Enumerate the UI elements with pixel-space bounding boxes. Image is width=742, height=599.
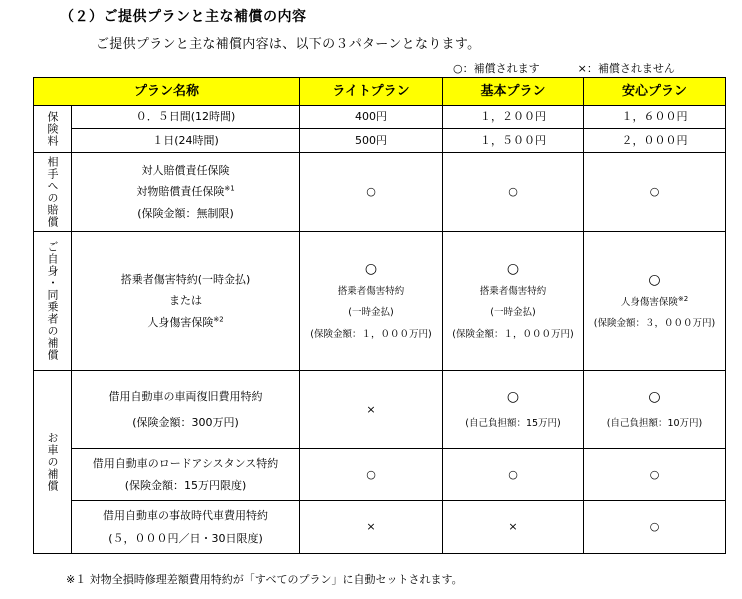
legend-covered: ○：補償されます: [453, 62, 540, 75]
road-assist-description: 借用自動車のロードアシスタンス特約 (保険金額：15万円限度): [72, 449, 300, 501]
road-assist-basic: ○: [443, 449, 584, 501]
premium-one-day-label: １日(24時間): [72, 129, 300, 153]
passenger-light: ○ 搭乗者傷害特約 (一時金払) (保険金額：１，０００万円): [300, 232, 443, 371]
premium-half-day-secure: １，６００円: [584, 106, 726, 129]
plan-comparison-table: [33, 77, 726, 554]
group-third-party: 相手への賠償: [34, 153, 72, 232]
road-assist-light: ○: [300, 449, 443, 501]
premium-one-day-basic: １，５００円: [443, 129, 584, 153]
premium-half-day-basic: １，２００円: [443, 106, 584, 129]
car-repair-description: 借用自動車の車両復旧費用特約 (保険金額：300万円): [72, 371, 300, 449]
footnote: ※１ 対物全損時修理差額費用特約が「すべてのプラン」に自動セットされます。: [66, 573, 463, 586]
premium-half-day-light: 400円: [300, 106, 443, 129]
group-self-passenger: ご自身・同乗者の補償: [34, 232, 72, 371]
header-light-plan: ライトプラン: [300, 78, 443, 106]
group-premium: 保険料: [34, 106, 72, 153]
intro-text: ご提供プランと主な補償内容は、以下の３パターンとなります。: [96, 37, 481, 52]
table-row: [34, 106, 726, 129]
rental-cost-light: ×: [300, 501, 443, 554]
table-row: [34, 129, 726, 153]
rental-cost-basic: ×: [443, 501, 584, 554]
table-header-row: [34, 78, 726, 106]
legend-not-covered: ×：補償されません: [577, 62, 675, 75]
premium-half-day-label: ０．５日間(12時間): [72, 106, 300, 129]
passenger-basic: ○ 搭乗者傷害特約 (一時金払) (保険金額：１，０００万円): [443, 232, 584, 371]
table-row: [34, 232, 726, 371]
section-heading: （２）ご提供プランと主な補償の内容: [60, 9, 307, 25]
road-assist-secure: ○: [584, 449, 726, 501]
group-car: お車の補償: [34, 371, 72, 554]
header-basic-plan: 基本プラン: [443, 78, 584, 106]
car-repair-light: ×: [300, 371, 443, 449]
header-secure-plan: 安心プラン: [584, 78, 726, 106]
table-row: [34, 501, 726, 554]
liability-secure: ○: [584, 153, 726, 232]
premium-one-day-secure: ２，０００円: [584, 129, 726, 153]
legend: [453, 60, 675, 76]
table-row: [34, 449, 726, 501]
passenger-description: 搭乗者傷害特約(一時金払) または 人身傷害保険$^{※2}$: [72, 232, 300, 371]
car-repair-secure: ○ (自己負担額：10万円): [584, 371, 726, 449]
table-row: [34, 371, 726, 449]
passenger-secure: ○ 人身傷害保険$^{※2}$ (保険金額：３，０００万円): [584, 232, 726, 371]
header-plan-name: プラン名称: [34, 78, 300, 106]
liability-light: ○: [300, 153, 443, 232]
premium-one-day-light: 500円: [300, 129, 443, 153]
rental-cost-description: 借用自動車の事故時代車費用特約 (５，０００円／日・30日限度): [72, 501, 300, 554]
table-row: [34, 153, 726, 232]
liability-description: 対人賠償責任保険 対物賠償責任保険$^{※1}$ (保険金額：無制限): [72, 153, 300, 232]
liability-basic: ○: [443, 153, 584, 232]
rental-cost-secure: ○: [584, 501, 726, 554]
car-repair-basic: ○ (自己負担額：15万円): [443, 371, 584, 449]
